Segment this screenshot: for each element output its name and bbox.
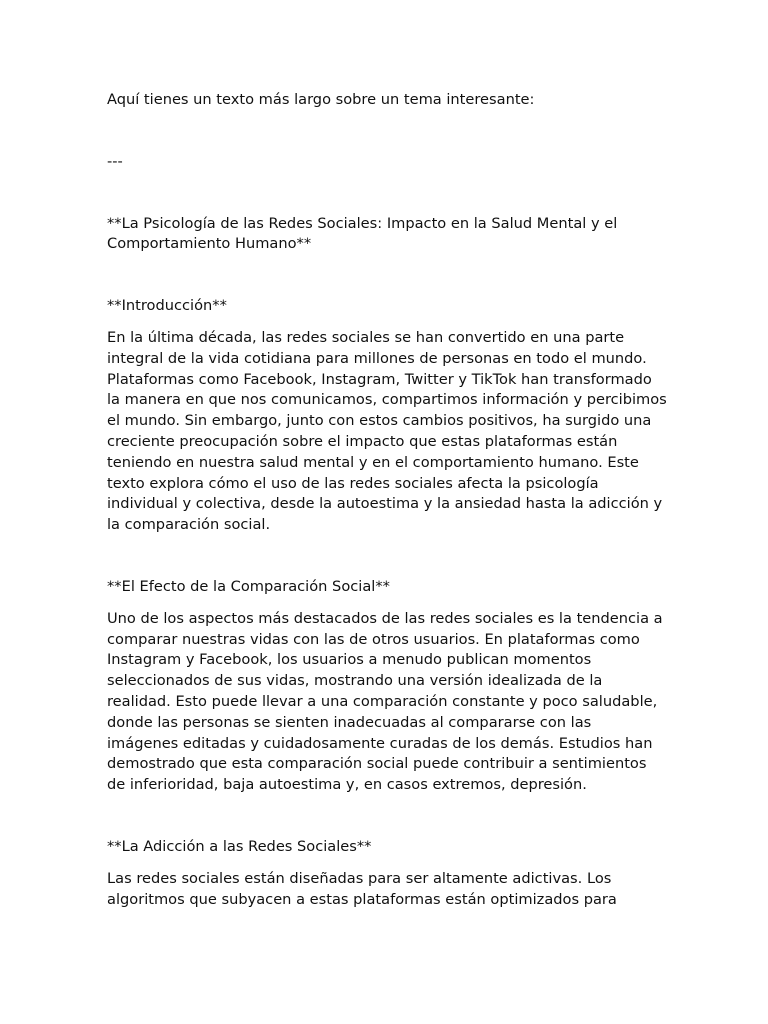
section-heading-introduccion: **Introducción** [107, 297, 227, 315]
section-body-adiccion: Las redes sociales están diseñadas para ser altamente adictivas. Los algoritmos que subyacen a estas plataformas están optimizados para [107, 869, 617, 908]
section-heading-comparacion-social: **El Efecto de la Comparación Social** [107, 577, 390, 595]
section-body-introduccion: En la última década, las redes sociales se han convertido en una parte integral de la vida cotidiana para millones de personas en todo el mundo. Plataformas como Facebook, Instagram, Twitter y TikTok han transformado la manera en que nos comunicamos, compartimos información y percibimos el mundo. Sin embargo, junto con estos cambios positivos, ha surgido una creciente preocupación sobre el impacto que estas plataformas están teniendo en nuestra salud mental y en el comportamiento humano. Este texto explora cómo el uso de las redes sociales afecta la psicología individual y colectiva, desde la autoestima y la ansiedad hasta la adicción y la comparación social. [107, 328, 667, 534]
separator-line: --- [107, 152, 123, 170]
section-heading-adiccion: **La Adicción a las Redes Sociales** [107, 837, 372, 855]
document-title: **La Psicología de las Redes Sociales: Impacto en la Salud Mental y el Comportamiento Humano** [107, 214, 618, 253]
section-body-comparacion-social: Uno de los aspectos más destacados de las redes sociales es la tendencia a comparar nuestras vidas con las de otros usuarios. En plataformas como Instagram y Facebook, los usuarios a menudo publican momentos seleccionados de sus vidas, mostrando una versión idealizada de la realidad. Esto puede llevar a una comparación constante y poco saludable, donde las personas se sienten inadecuadas al compararse con las imágenes editadas y cuidadosamente curadas de los demás. Estudios han demostrado que esta comparación social puede contribuir a sentimientos de inferioridad, baja autoestima y, en casos extremos, depresión. [107, 609, 663, 794]
intro-line: Aquí tienes un texto más largo sobre un tema interesante: [107, 91, 535, 108]
document-page [107, 90, 667, 951]
